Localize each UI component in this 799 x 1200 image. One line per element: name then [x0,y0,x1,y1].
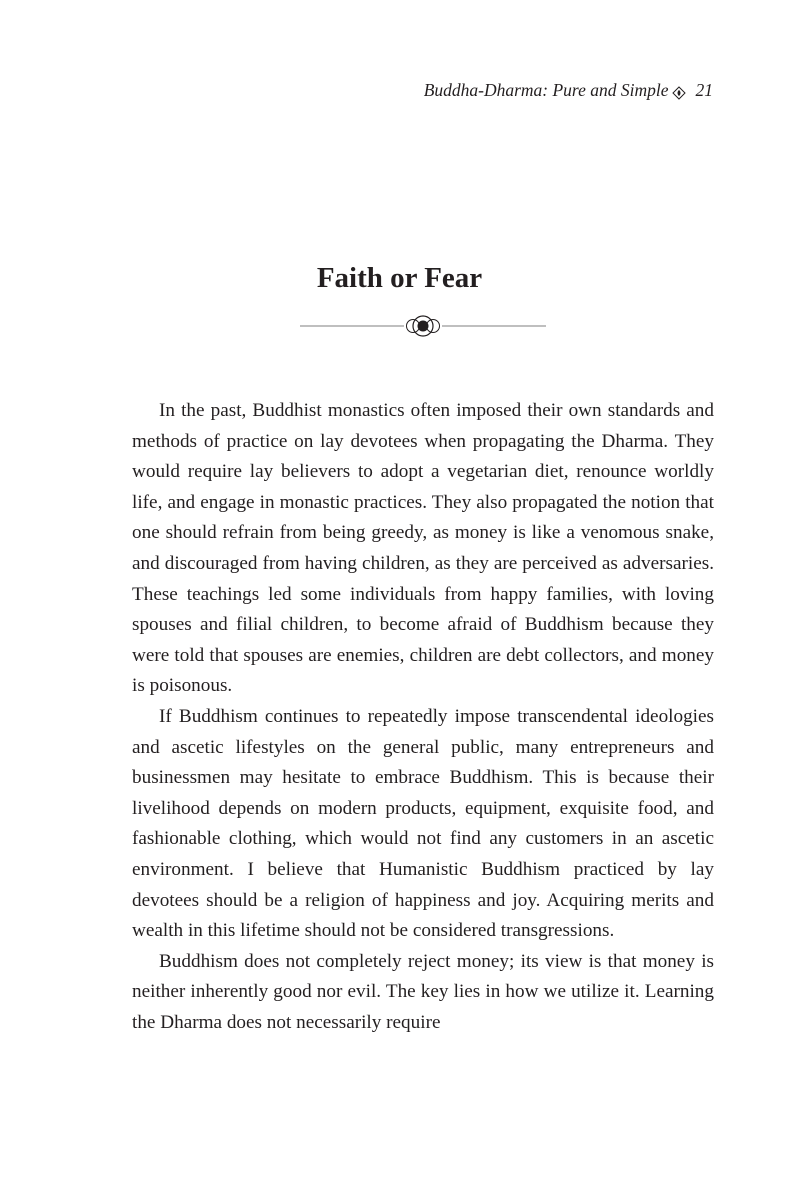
paragraph-3: Buddhism does not completely reject money; its view is that money is neither inherently good nor evil. The key lies in how we utilize it. Learning the Dharma does not necessarily require [132,950,714,1033]
paragraph-1: In the past, Buddhist monastics often imposed their own standards and methods of practice on lay devotees when propagating the Dharma. They would require lay believers to adopt a vegetarian diet, renounce worldly life, and engage in monastic practices. They also propagated the notion that one should refrain from being greedy, as money is like a venomous snake, and discouraged from having children, as they are perceived as adversaries. These teachings led some individuals from happy families, with loving spouses and filial children, to become afraid of Buddhism because they were told that spouses are enemies, children are debt collectors, and money is poisonous. [132,400,714,697]
circle-ornament-icon [300,313,546,339]
page-number: 21 [695,80,713,100]
diamond-flourish-icon [672,84,686,98]
body-text [132,396,714,1038]
running-head [424,80,713,101]
running-title: Buddha-Dharma: Pure and Simple [423,80,669,100]
paragraph-2: If Buddhism continues to repeatedly impose transcendental ideologies and ascetic lifestyles on the general public, many entrepreneurs and businessmen may hesitate to embrace Buddhism. This is because their livelihood depends on modern products, equipment, exquisite food, and fashionable clothing, which would not find any customers in an ascetic environment. I believe that Humanistic Buddhism practiced by lay devotees should be a religion of happiness and joy. Acquiring merits and wealth in this lifetime should not be considered transgressions. [132,705,714,942]
title-divider [300,313,546,339]
chapter-title: Faith or Fear [316,262,483,294]
